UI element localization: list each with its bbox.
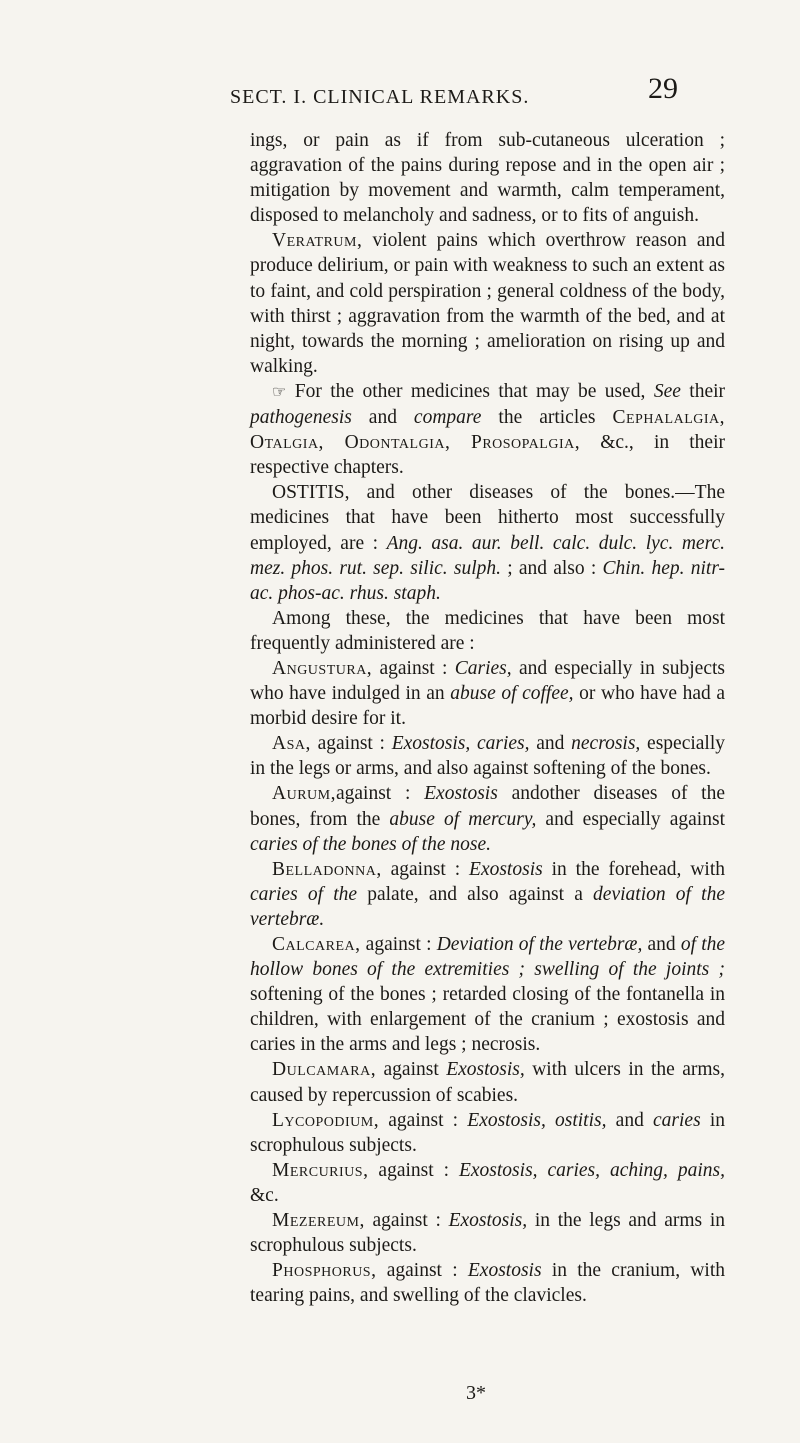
paragraph-calcarea: Calcarea, against : Deviation of the vertebræ, and of the hollow bones of the extremities ; swelling of the joints ; softening of the bones ; retarded closing of the fontanella in children, with enlargement of the cranium ; exostosis and caries in the arms and legs ; necrosis. bbox=[250, 934, 726, 1056]
remedy-name: Aurum, bbox=[272, 783, 336, 805]
paragraph-aurum: Aurum,against : Exostosis andother diseases of the bones, from the abuse of mercury, and especially against caries of the bones of the nose. bbox=[250, 783, 726, 855]
remedy-name: Belladonna, bbox=[272, 858, 382, 880]
remedy-name: Veratrum, bbox=[272, 230, 363, 252]
paragraph-cross-reference: ☞ For the other medicines that may be used, See their pathogenesis and compare the articles Cephalalgia, Otalgia, Odontalgia, Prosopalgia, &c., in their respective chapters. bbox=[250, 380, 726, 479]
paragraph-angustura: Angustura, against : Caries, and especially in subjects who have indulged in an abuse of coffee, or who have had a morbid desire for it. bbox=[250, 657, 725, 730]
remedy-name: Calcarea, bbox=[272, 934, 361, 955]
paragraph-mercurius: Mercurius, against : Exostosis, caries, aching, pains, &c. bbox=[250, 1159, 726, 1206]
paragraph-among: Among these, the medicines that have been most frequently administered are : bbox=[250, 607, 725, 654]
paragraph-phosphorus: Phosphorus, against : Exostosis in the cranium, with tearing pains, and swelling of the clavicles. bbox=[250, 1260, 725, 1307]
remedy-name: Dulcamara, bbox=[272, 1059, 377, 1081]
remedy-name: Lycopodium, bbox=[272, 1109, 380, 1131]
paragraph-mezereum: Mezereum, against : Exostosis, in the legs and arms in scrophulous subjects. bbox=[250, 1210, 725, 1257]
body-text bbox=[250, 128, 725, 1308]
page-header bbox=[0, 72, 800, 112]
paragraph-belladonna: Belladonna, against : Exostosis in the forehead, with caries of the palate, and also against a deviation of the vertebræ. bbox=[250, 858, 725, 930]
paragraph-asa: Asa, against : Exostosis, caries, and necrosis, especially in the legs or arms, and also against softening of the bones. bbox=[250, 733, 726, 780]
remedy-name: Asa, bbox=[272, 733, 311, 755]
running-head: SECT. I. CLINICAL REMARKS. bbox=[230, 86, 530, 108]
signature-mark: 3* bbox=[466, 1382, 486, 1404]
remedy-name: Angustura, bbox=[272, 657, 373, 679]
paragraph-dulcamara: Dulcamara, against Exostosis, with ulcers in the arms, caused by repercussion of scabies. bbox=[250, 1059, 726, 1106]
remedy-name: Phosphorus, bbox=[272, 1260, 377, 1282]
pointing-hand-icon: ☞ bbox=[272, 383, 287, 401]
remedy-name: Mezereum, bbox=[272, 1210, 365, 1232]
paragraph-continuation: ings, or pain as if from sub-cutaneous ulceration ; aggravation of the pains during repose and in the open air ; mitigation by movement and warmth, calm temperament, disposed to melancholy and sadness, or to fits of anguish. bbox=[250, 130, 725, 227]
paragraph-ostitis: OSTITIS, and other diseases of the bones.—The medicines that have been hitherto most successfully employed, are : Ang. asa. aur. bell. calc. dulc. lyc. merc. mez. phos. rut. sep. silic. sulph. ; and also : Chin. hep. nitr-ac. phos-ac. rhus. staph. bbox=[250, 482, 726, 604]
paragraph-veratrum: Veratrum, violent pains which overthrow reason and produce delirium, or pain with weakness to such an extent as to faint, and cold perspiration ; general coldness of the body, with thirst ; aggravation from the warmth of the bed, and at night, towards the morning ; amelioration on rising up and walking. bbox=[250, 230, 725, 377]
paragraph-lycopodium: Lycopodium, against : Exostosis, ostitis, and caries in scrophulous subjects. bbox=[250, 1109, 726, 1156]
remedy-name: Mercurius, bbox=[272, 1159, 369, 1181]
page-number: 29 bbox=[648, 72, 678, 105]
